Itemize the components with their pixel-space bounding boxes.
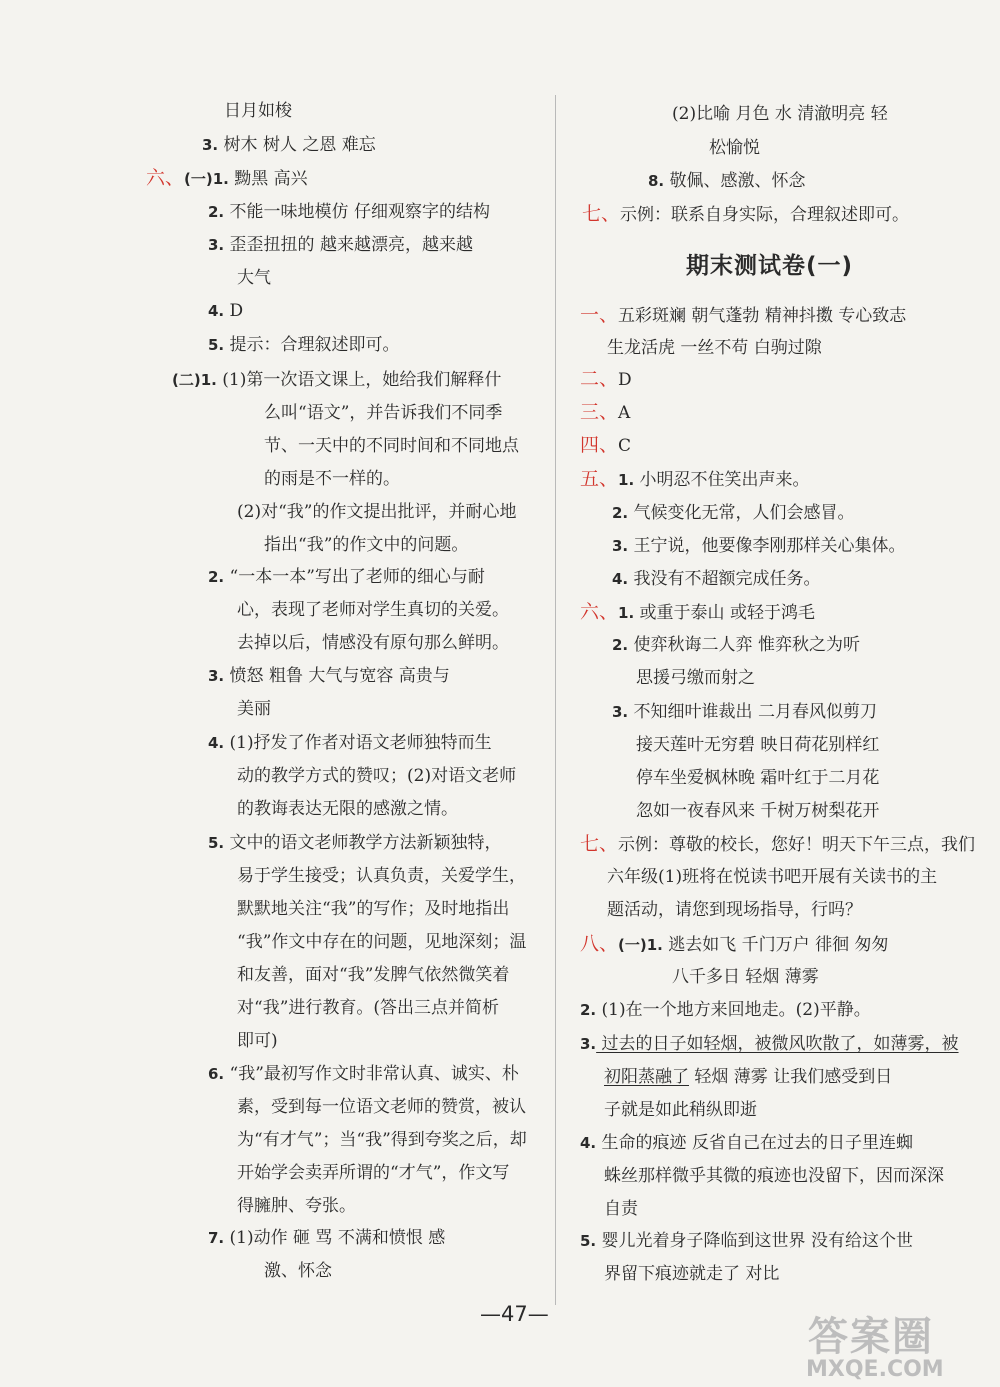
left-line [237, 1030, 278, 1052]
watermark-logo [800, 1305, 990, 1383]
answer-text-tail: 轻烟 薄雾 让我们感受到日 [689, 1067, 893, 1087]
left-line [172, 369, 501, 391]
answer-text: 默默地关注“我”的写作；及时地指出 [237, 899, 510, 919]
left-line [208, 1227, 445, 1249]
answer-text: 素，受到每一位语文老师的赞赏，被认 [237, 1097, 526, 1117]
answer-text: (1)抒发了作者对语文老师独特而生 [224, 733, 492, 753]
answer-text: 歪歪扭扭的 越来越漂亮，越来越 [224, 235, 473, 255]
answer-text: 题活动，请您到现场指导，行吗？ [607, 900, 862, 920]
answer-text: 动的教学方式的赞叹；(2)对语文老师 [237, 766, 517, 786]
answer-text: 节、一天中的不同时间和不同地点 [264, 436, 519, 456]
answer-text: 愤怒 粗鲁 大气与宽容 高贵与 [224, 666, 450, 686]
left-line [208, 732, 492, 754]
left-line [208, 665, 450, 687]
right-line [604, 1099, 757, 1121]
left-line [264, 1260, 332, 1282]
answer-text: 去掉以后，情感没有原句那么鲜明。 [237, 633, 509, 653]
answer-text: 忽如一夜春风来 千树万树梨花开 [636, 801, 880, 821]
left-line [208, 334, 400, 356]
answer-text: 接天莲叶无穷碧 映日荷花别样红 [636, 735, 880, 755]
answer-text: 小明忍不住笑出声来。 [634, 470, 810, 490]
left-line [237, 964, 509, 986]
left-line [264, 435, 519, 457]
answer-text: 生龙活虎 一丝不苟 白驹过隙 [607, 338, 822, 358]
left-line [237, 267, 271, 289]
answer-text: 不能一味地模仿 仔细观察字的结构 [224, 202, 490, 222]
answer-text: A [618, 403, 631, 423]
item-number: 2. [612, 504, 629, 522]
answer-text: 得臃肿、夸张。 [237, 1196, 356, 1216]
section-marker: 二、 [580, 368, 619, 390]
left-line [237, 1096, 526, 1118]
answer-text: 自责 [604, 1199, 638, 1219]
answer-text: 过去的日子如轻烟，被微风吹散了，如薄雾，被 [596, 1034, 959, 1054]
right-line [580, 368, 632, 391]
answer-text: 大气 [237, 268, 271, 288]
right-line [672, 103, 888, 125]
answer-text: 使弈秋诲二人弈 惟弈秋之为听 [628, 635, 860, 655]
right-line [582, 203, 909, 226]
answer-text: 为“有才气”；当“我”得到夸奖之后，却 [237, 1130, 527, 1150]
left-line [237, 798, 458, 820]
answer-text: (2)比喻 月色 水 清澈明亮 轻 [672, 104, 888, 124]
answer-text: 对“我”进行教育。(答出三点并简析 [237, 998, 500, 1018]
section-marker: 六、 [580, 601, 619, 623]
item-number: 1. [618, 604, 635, 622]
right-line [607, 899, 862, 921]
left-line [237, 599, 509, 621]
column-divider [555, 95, 556, 1305]
answer-text: 黝黑 高兴 [228, 169, 308, 189]
left-line [237, 501, 516, 523]
item-number: 1. [618, 471, 635, 489]
left-line [146, 167, 308, 190]
answer-text: 五彩斑斓 朝气蓬勃 精神抖擞 专心致志 [618, 306, 907, 326]
item-number: 4. [580, 1134, 597, 1152]
item-number: 3. [208, 236, 225, 254]
answer-text: “一本一本”写出了老师的细心与耐 [224, 567, 485, 587]
right-line [648, 170, 806, 192]
answer-text: (1)第一次语文课上，她给我们解释什 [216, 370, 502, 390]
section-marker: 四、 [580, 434, 619, 456]
item-number: 3. [612, 537, 629, 555]
answer-text: 美丽 [237, 699, 271, 719]
right-line [709, 137, 760, 159]
answer-text: 日月如梭 [224, 101, 292, 121]
left-line [237, 931, 526, 953]
answer-text: 指出“我”的作文中的问题。 [264, 535, 469, 555]
right-line [612, 701, 877, 723]
section-marker: 五、 [580, 468, 619, 490]
answer-text: 界留下痕迹就走了 对比 [604, 1264, 780, 1284]
item-number: 2. [208, 203, 225, 221]
item-number: 8. [648, 172, 665, 190]
left-line [208, 1063, 519, 1085]
answer-text: 子就是如此稍纵即逝 [604, 1100, 757, 1120]
left-line [208, 201, 490, 223]
right-line [580, 1132, 913, 1154]
answer-text: 不知细叶谁裁出 二月春风似剪刀 [628, 702, 877, 722]
right-line [612, 502, 855, 524]
item-number: 3. [612, 703, 629, 721]
left-line [208, 566, 485, 588]
right-line [604, 1198, 638, 1220]
section-marker: 三、 [580, 401, 619, 423]
right-line [580, 434, 631, 457]
answer-text: 的雨是不一样的。 [264, 469, 400, 489]
item-number: 3. [580, 1035, 597, 1053]
right-line [580, 999, 871, 1021]
item-number: 5. [580, 1232, 597, 1250]
left-line [237, 865, 526, 887]
answer-text: C [618, 436, 632, 456]
answer-text: 我没有不超额完成任务。 [628, 569, 821, 589]
answer-text: 思援弓缴而射之 [636, 668, 755, 688]
right-line [612, 634, 860, 656]
answer-text: D [618, 370, 632, 390]
left-line [208, 300, 243, 322]
right-line [636, 800, 879, 822]
answer-text: 示例：联系自身实际，合理叙述即可。 [620, 205, 910, 225]
answer-text: 激、怀念 [264, 1261, 332, 1281]
left-line [208, 832, 502, 854]
right-line [580, 401, 630, 424]
answer-text: 示例：尊敬的校长，您好！明天下午三点，我们 [618, 835, 976, 855]
watermark-url: MXQE.COM [806, 1357, 944, 1382]
right-line [607, 866, 937, 888]
item-number: 2. [208, 568, 225, 586]
answer-text: 或重于泰山 或轻于鸿毛 [634, 603, 815, 623]
left-line [237, 1162, 509, 1184]
left-line [208, 234, 473, 256]
answer-text: D [224, 301, 244, 321]
answer-text: 和友善，面对“我”发脾气依然微笑着 [237, 965, 510, 985]
right-line [612, 568, 821, 590]
left-line [224, 100, 292, 122]
right-line [636, 667, 755, 689]
section-marker: 七、 [580, 833, 619, 855]
answer-text: 六年级(1)班将在悦读书吧开展有关读书的主 [607, 867, 938, 887]
answer-text: 的教诲表达无限的感激之情。 [237, 799, 458, 819]
section-marker: 一、 [580, 304, 619, 326]
answer-text: 么叫“语文”，并告诉我们不同季 [264, 403, 503, 423]
section-marker: 七、 [582, 203, 621, 225]
right-line [636, 734, 879, 756]
left-line [237, 898, 509, 920]
right-line [580, 468, 810, 491]
answer-text: 初阳蒸融了 [604, 1067, 689, 1087]
left-line [237, 765, 516, 787]
answer-text: (1)动作 砸 骂 不满和愤恨 感 [224, 1228, 446, 1248]
answer-text: 提示：合理叙述即可。 [224, 335, 400, 355]
right-line [604, 1263, 779, 1285]
right-line [607, 337, 822, 359]
item-number: 2. [612, 636, 629, 654]
item-number: 4. [208, 302, 225, 320]
answer-text: “我”作文中存在的问题，见地深刻；温 [237, 932, 527, 952]
item-number: 2. [580, 1001, 597, 1019]
left-line [237, 632, 509, 654]
right-line [604, 1165, 944, 1187]
item-number: (二)1. [172, 371, 217, 389]
answer-text: 即可) [237, 1031, 278, 1051]
left-line [237, 1195, 356, 1217]
right-line [580, 1230, 913, 1252]
left-line [237, 698, 271, 720]
section-marker: 六、 [146, 167, 185, 189]
item-number: 5. [208, 834, 225, 852]
answer-text: 王宁说，他要像李刚那样关心集体。 [628, 536, 906, 556]
item-number: 6. [208, 1065, 225, 1083]
right-line [636, 767, 879, 789]
answer-text: 松愉悦 [709, 138, 760, 158]
page-number: —47— [480, 1302, 549, 1326]
right-line [580, 304, 906, 327]
item-number: 3. [202, 136, 219, 154]
right-line [580, 833, 975, 856]
answer-text: (1)在一个地方来回地走。(2)平静。 [596, 1000, 871, 1020]
right-line [672, 966, 819, 988]
answer-text: 蛛丝那样微乎其微的痕迹也没留下，因而深深 [604, 1166, 944, 1186]
right-line [580, 1033, 959, 1055]
answer-text: 婴儿光着身子降临到这世界 没有给这个世 [596, 1231, 913, 1251]
watermark-text: 答案圈 [808, 1314, 934, 1360]
left-line [202, 134, 376, 156]
left-line [264, 402, 502, 424]
item-number: (一)1. [618, 936, 663, 954]
item-number: 4. [208, 734, 225, 752]
answer-text: 敬佩、感激、怀念 [664, 171, 806, 191]
answer-text: 文中的语文老师教学方法新颖独特， [224, 833, 502, 853]
answer-text: 树木 树人 之恩 难忘 [218, 135, 376, 155]
answer-text: 逃去如飞 千门万户 徘徊 匆匆 [662, 935, 889, 955]
answer-text: 停车坐爱枫林晚 霜叶红于二月花 [636, 768, 880, 788]
left-line [237, 1129, 527, 1151]
item-number: 7. [208, 1229, 225, 1247]
answer-text: 八千多日 轻烟 薄雾 [672, 967, 819, 987]
answer-text: “我”最初写作文时非常认真、诚实、朴 [224, 1064, 519, 1084]
right-line [612, 535, 906, 557]
answer-text: 开始学会卖弄所谓的“才气”，作文写 [237, 1163, 510, 1183]
answer-text: 心，表现了老师对学生真切的关爱。 [237, 600, 509, 620]
item-number: 5. [208, 336, 225, 354]
right-line [580, 933, 889, 956]
item-number: 3. [208, 667, 225, 685]
answer-text: 生命的痕迹 反省自己在过去的日子里连蜘 [596, 1133, 913, 1153]
right-line [604, 1066, 892, 1088]
left-line [264, 534, 468, 556]
left-line [264, 468, 400, 490]
item-number: (一)1. [184, 170, 229, 188]
answer-text: 气候变化无常，人们会感冒。 [628, 503, 855, 523]
section-marker: 八、 [580, 933, 619, 955]
answer-text: (2)对“我”的作文提出批评，并耐心地 [237, 502, 517, 522]
section-title: 期末测试卷(一) [686, 253, 854, 279]
left-line [237, 997, 499, 1019]
item-number: 4. [612, 570, 629, 588]
answer-text: 易于学生接受；认真负责，关爱学生， [237, 866, 526, 886]
right-line [580, 601, 815, 624]
